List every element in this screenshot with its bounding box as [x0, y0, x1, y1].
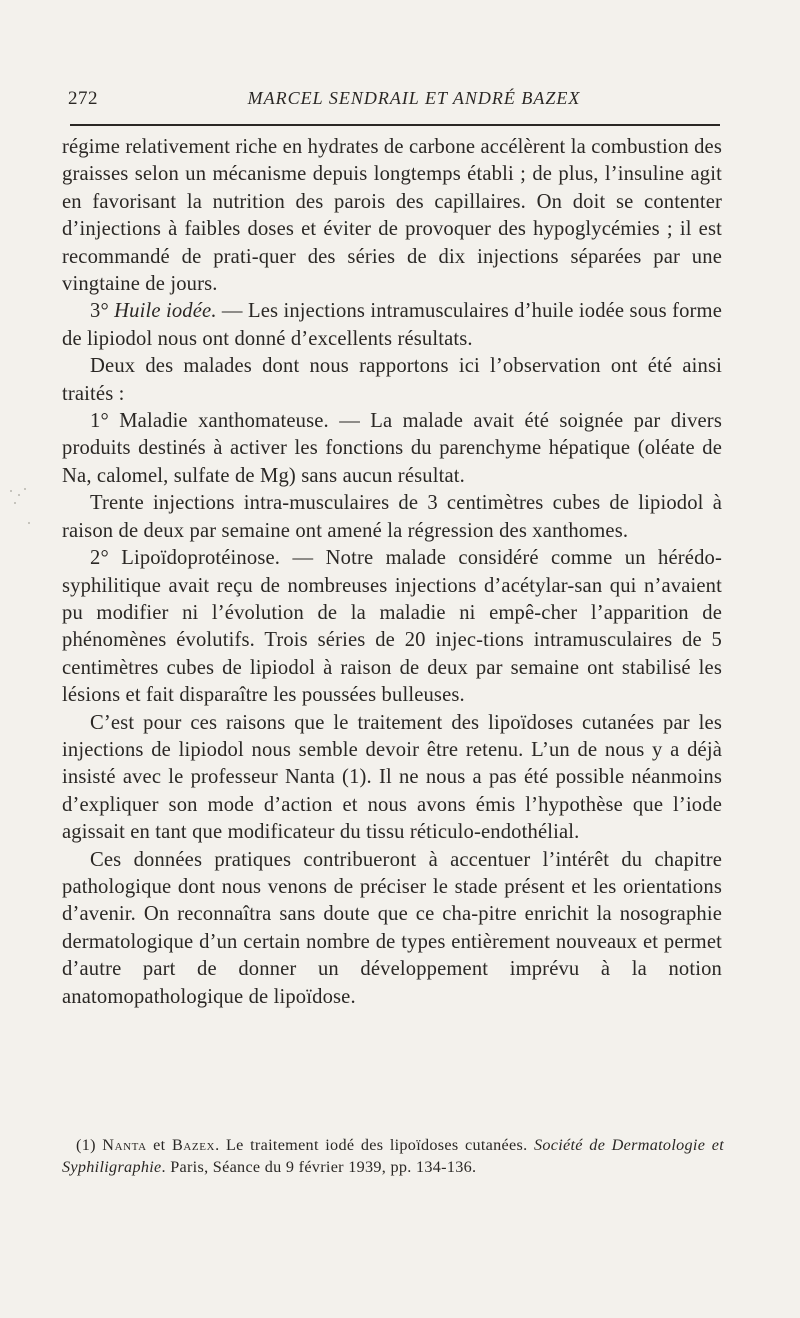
footnote — [62, 1134, 724, 1178]
paragraph-text: Maladie xanthomateuse. — La malade avait été soignée par divers produits destinés à activer les fonctions du parenchyme hépatique (oléate de Na, calomel, sulfate de Mg) sans aucun résultat. — [62, 410, 722, 487]
case-number: 2° — [90, 547, 109, 570]
paragraph-raisons: C’est pour ces raisons que le traitement des lipoïdoses cutanées par les injections de lipiodol nous semble devoir être retenu. L’un de nous y a déjà insisté avec le professeur Nanta (1). Il ne nous a pas été possible néanmoins d’expliquer son mode d’action et nous avons émis l’hypothèse que l’iode agissait en tant que modificateur du tissu réticulo-endothélial. — [62, 711, 722, 844]
case-number: 1° — [90, 410, 109, 433]
footnote-conjunction: et — [146, 1136, 172, 1154]
paragraph-huile-iodee — [62, 298, 722, 353]
footnote-author-2: Bazex — [171, 1136, 216, 1154]
footnote-details: . Paris, Séance du 9 février 1939, pp. 134-136. — [161, 1158, 477, 1176]
paragraph-continuation: régime relativement riche en hydrates de carbone accélèrent la combustion des graisses selon un mécanisme depuis longtemps établi ; de plus, l’insuline agit en favorisant la nutrition des parois des capillaires. On doit se contenter d’injections à faibles doses et éviter de provoquer des hypoglycémies ; il est recommandé de prati-quer des séries de dix injections séparées par une vingtaine de jours. — [62, 136, 722, 296]
paragraph-text: Lipoïdoprotéinose. — Notre malade considéré comme un hérédo-syphilitique avait reçu de nombreuses injections d’acétylar-san qui n’avaient pu modifier ni l’évolution de la maladie ni empê-cher l’apparition de phénomènes évolutifs. Trois séries de 20 injec-tions intramusculaires de 5 centimètres cubes de lipiodol à raison de deux par semaine ont stabilisé les lésions et fait disparaître les poussées bulleuses. — [62, 547, 722, 707]
paragraph-donnees-pratiques: Ces données pratiques contribueront à accentuer l’intérêt du chapitre pathologique dont nous venons de préciser le stade présent et les orientations d’avenir. On reconnaîtra sans doute que ce cha-pitre enrichit la nosographie dermatologique d’un certain nombre de types entièrement nouveaux et permet d’autre part de donner un développement imprévu à la notion anatomopathologique de lipoïdose. — [62, 848, 722, 1008]
paragraph-two-patients: Deux des malades dont nous rapportons ici l’observation ont été ainsi traités : — [62, 355, 722, 405]
footnote-author-1: Nanta — [102, 1136, 147, 1154]
paragraph-trente-injections: Trente injections intra-musculaires de 3 centimètres cubes de lipiodol à raison de deux par semaine ont amené la régression des xanthomes. — [62, 492, 722, 542]
paragraph-lipoidoproteinose — [62, 545, 722, 709]
header-rule — [70, 124, 720, 126]
section-number: 3° — [90, 300, 109, 323]
footnote-marker: (1) — [76, 1136, 103, 1154]
paragraph-text: — Les injections intramusculaires d’huile iodée sous forme de lipiodol nous ont donné d’excellents résultats. — [62, 300, 722, 350]
section-title: Huile iodée. — [114, 300, 217, 323]
running-head — [68, 88, 720, 116]
paragraph-xanthomateuse — [62, 408, 722, 490]
page-number: 272 — [68, 88, 98, 109]
footnote-title: . Le traitement iodé des lipoïdoses cutanées. — [215, 1136, 534, 1154]
running-title: MARCEL SENDRAIL ET ANDRÉ BAZEX — [247, 88, 581, 108]
margin-specks — [4, 486, 34, 526]
body-text — [62, 134, 722, 1011]
footnote-1 — [62, 1134, 724, 1178]
footnote-journal: Société de Dermatologie et Syphiligraphie — [62, 1136, 724, 1176]
